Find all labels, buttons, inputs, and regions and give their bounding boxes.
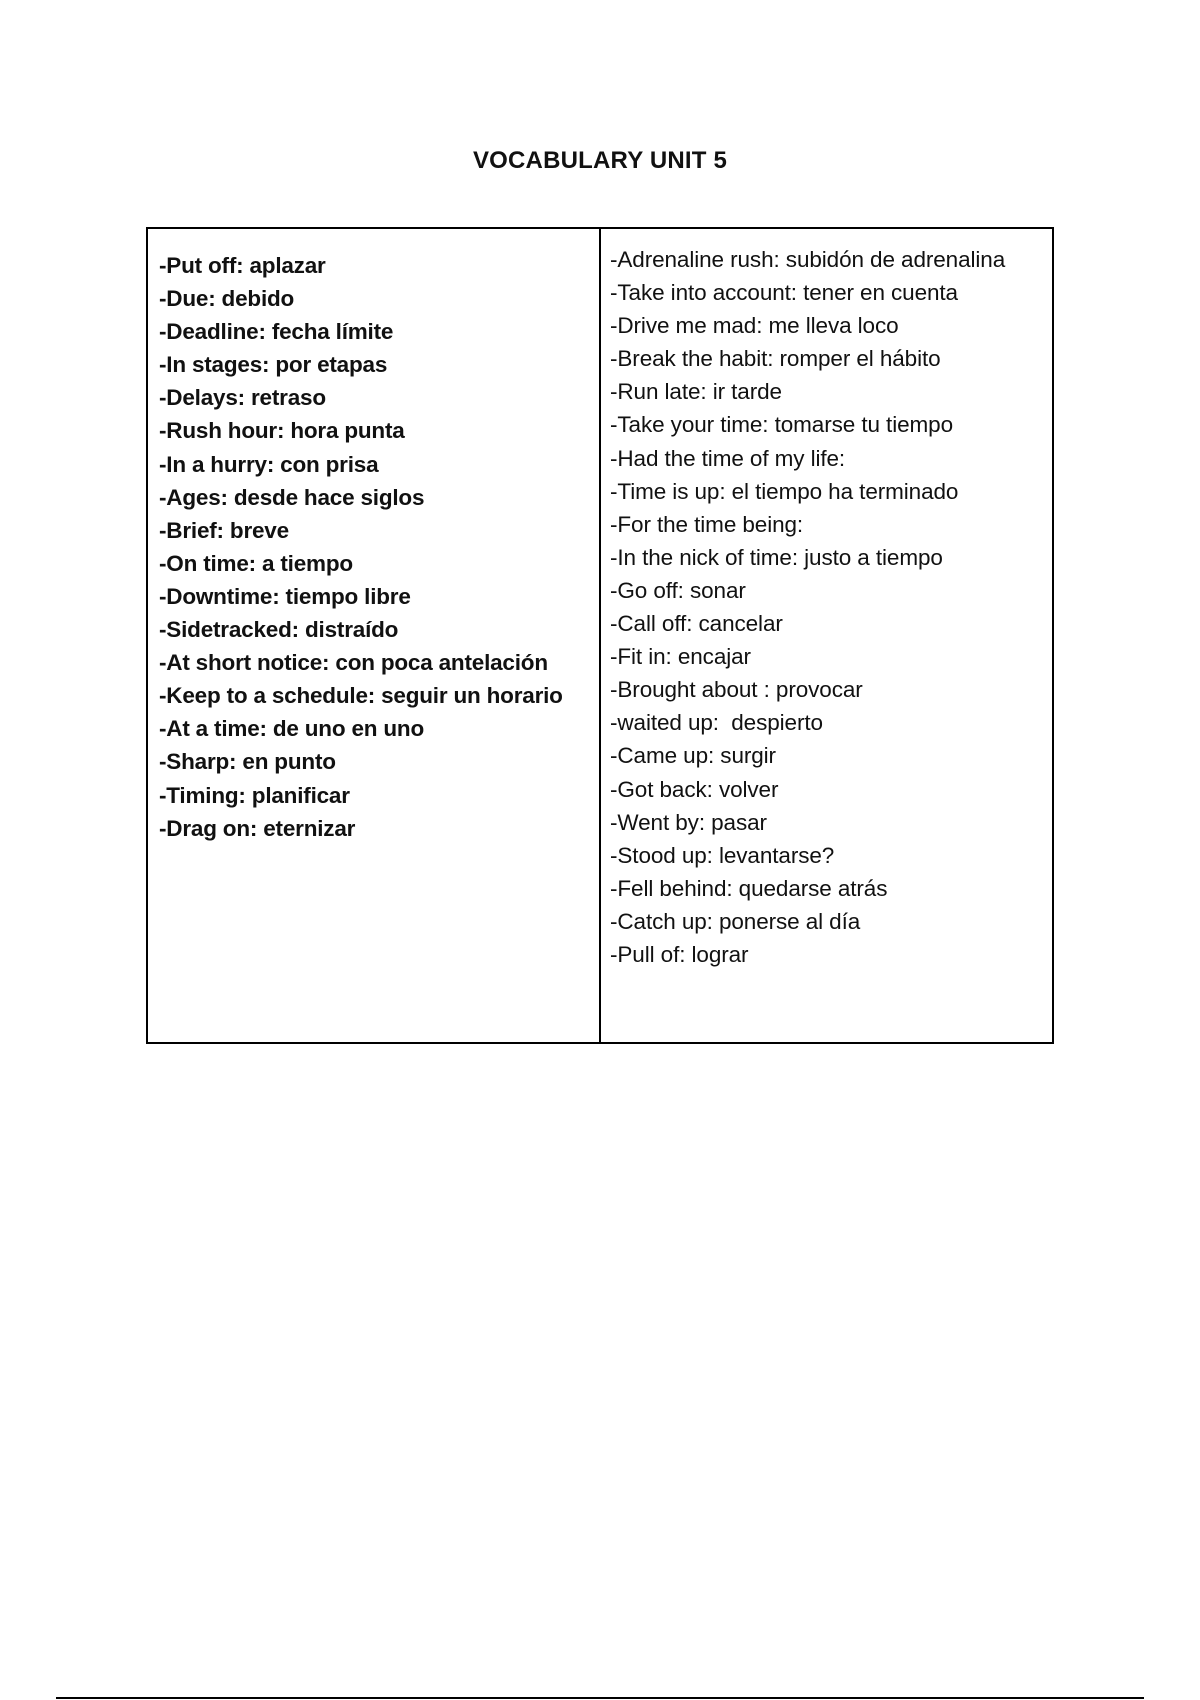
vocabulary-entry: -Rush hour: hora punta bbox=[159, 418, 405, 444]
vocabulary-entry: -Came up: surgir bbox=[610, 743, 776, 769]
vocabulary-entry: -waited up: despierto bbox=[610, 710, 823, 736]
vocabulary-list-right bbox=[610, 243, 1044, 971]
vocabulary-entry: -Ages: desde hace siglos bbox=[159, 484, 425, 510]
vocabulary-entry: -Stood up: levantarse? bbox=[610, 842, 835, 868]
vocabulary-entry: -At short notice: con poca antelación bbox=[159, 650, 548, 676]
vocabulary-entry: -Got back: volver bbox=[610, 776, 779, 802]
vocabulary-entry: -Brief: breve bbox=[159, 517, 289, 543]
vocabulary-entry: -Sharp: en punto bbox=[159, 749, 336, 775]
vocabulary-entry: -Drag on: eternizar bbox=[159, 815, 356, 841]
vocabulary-entry: -On time: a tiempo bbox=[159, 550, 353, 576]
vocabulary-entry: -In a hurry: con prisa bbox=[159, 451, 379, 477]
vocabulary-entry: -Catch up: ponerse al día bbox=[610, 908, 861, 934]
vocabulary-list-left bbox=[159, 249, 599, 845]
vocabulary-entry: -Take your time: tomarse tu tiempo bbox=[610, 412, 953, 438]
vocabulary-entry: -Pull of: lograr bbox=[610, 941, 749, 967]
vocabulary-entry: -Timing: planificar bbox=[159, 782, 350, 808]
vocabulary-entry: -In stages: por etapas bbox=[159, 352, 388, 378]
vocabulary-entry: -Break the habit: romper el hábito bbox=[610, 346, 941, 372]
vocabulary-column-right bbox=[601, 229, 1052, 1042]
vocabulary-entry: -Take into account: tener en cuenta bbox=[610, 280, 958, 306]
vocabulary-entry: -Put off: aplazar bbox=[159, 253, 326, 278]
vocabulary-entry: -Downtime: tiempo libre bbox=[159, 583, 411, 609]
vocabulary-entry: -Went by: pasar bbox=[610, 809, 767, 835]
vocabulary-entry: -Drive me mad: me lleva loco bbox=[610, 313, 899, 339]
vocabulary-entry: -Adrenaline rush: subidón de adrenalina bbox=[610, 247, 1006, 272]
vocabulary-entry: -Delays: retraso bbox=[159, 385, 326, 411]
vocabulary-entry: -Fell behind: quedarse atrás bbox=[610, 875, 888, 901]
vocabulary-entry: -Call off: cancelar bbox=[610, 611, 783, 637]
vocabulary-entry: -At a time: de uno en uno bbox=[159, 716, 424, 742]
vocabulary-entry: -Deadline: fecha límite bbox=[159, 319, 394, 345]
vocabulary-entry: -Due: debido bbox=[159, 286, 295, 312]
vocabulary-entry: -Run late: ir tarde bbox=[610, 379, 782, 405]
vocabulary-entry: -In the nick of time: justo a tiempo bbox=[610, 544, 943, 570]
vocabulary-entry: -Keep to a schedule: seguir un horario bbox=[159, 683, 563, 709]
footer-divider bbox=[56, 1697, 1144, 1699]
vocabulary-entry: -Brought about : provocar bbox=[610, 677, 863, 703]
vocabulary-entry: -For the time being: bbox=[610, 511, 804, 537]
page-title: VOCABULARY UNIT 5 bbox=[472, 147, 728, 174]
vocabulary-entry: -Go off: sonar bbox=[610, 577, 746, 603]
vocabulary-column-left bbox=[148, 229, 601, 1042]
vocabulary-entry: -Had the time of my life: bbox=[610, 445, 846, 471]
vocabulary-entry: -Sidetracked: distraído bbox=[159, 617, 399, 643]
vocabulary-entry: -Fit in: encajar bbox=[610, 644, 751, 670]
vocabulary-entry: -Time is up: el tiempo ha terminado bbox=[610, 478, 959, 504]
vocabulary-table bbox=[146, 227, 1054, 1044]
